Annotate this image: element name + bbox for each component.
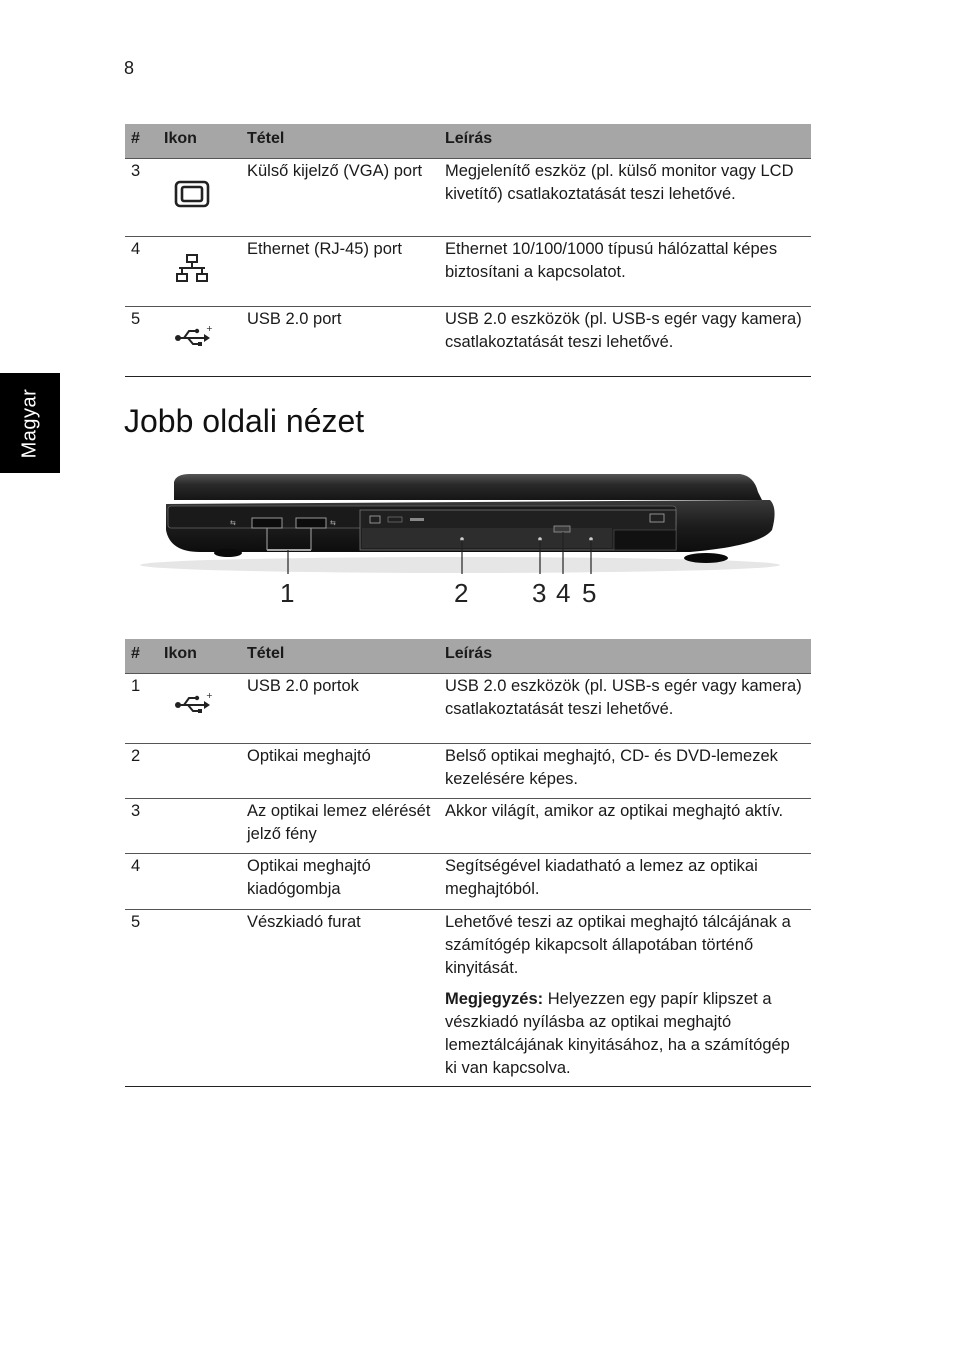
laptop-right-side-illustration	[130, 470, 790, 580]
header-num: #	[125, 124, 158, 159]
row-num: 3	[125, 159, 158, 237]
row-item: Ethernet (RJ-45) port	[241, 237, 439, 307]
header-desc: Leírás	[439, 124, 811, 159]
ports-table-right-side	[125, 639, 811, 1087]
row-num: 5	[125, 910, 158, 1087]
callout-3: 3	[532, 578, 547, 608]
row-item: Vészkiadó furat	[241, 910, 439, 1087]
row-num: 4	[125, 237, 158, 307]
row-desc: Akkor világít, amikor az optikai meghajtó aktív.	[439, 799, 811, 854]
callout-5: 5	[582, 578, 597, 608]
note-label: Megjegyzés:	[445, 990, 544, 1008]
row-num: 1	[125, 674, 158, 744]
row-num: 5	[125, 307, 158, 377]
table-row	[125, 854, 811, 910]
row-item: Optikai meghajtó kiadógombja	[241, 854, 439, 910]
header-item: Tétel	[241, 639, 439, 674]
header-icon: Ikon	[158, 639, 241, 674]
row-num: 2	[125, 744, 158, 799]
row-desc: Segítségével kiadatható a lemez az optikai meghajtóból.	[439, 854, 811, 910]
ethernet-icon	[174, 254, 210, 284]
section-title: Jobb oldali nézet	[124, 403, 365, 439]
row-item: Külső kijelző (VGA) port	[241, 159, 439, 237]
table-row	[125, 307, 811, 377]
note-text: Helyezzen egy papír klipszet a vészkiadó nyílásba az optikai meghajtó lemeztálcájának kinyitásához, ha a számítógép ki van kapcsolva.	[445, 990, 790, 1077]
table-header-row	[125, 639, 811, 674]
svg-text:+: +	[206, 691, 213, 700]
vga-port-icon	[174, 180, 210, 208]
note	[445, 988, 805, 1080]
ports-table-left-side	[125, 124, 811, 377]
svg-text:⇆: ⇆	[230, 519, 236, 527]
svg-text:+: +	[206, 324, 213, 333]
row-desc: USB 2.0 eszközök (pl. USB-s egér vagy kamera) csatlakoztatását teszi lehetővé.	[439, 307, 811, 377]
table-row	[125, 237, 811, 307]
row-desc: Belső optikai meghajtó, CD- és DVD-lemezek kezelésére képes.	[439, 744, 811, 799]
row-desc: Ethernet 10/100/1000 típusú hálózattal képes biztosítani a kapcsolatot.	[439, 237, 811, 307]
row-num: 3	[125, 799, 158, 854]
usb-icon	[174, 325, 212, 347]
row-num: 4	[125, 854, 158, 910]
row-item: USB 2.0 portok	[241, 674, 439, 744]
row-item: Az optikai lemez elérését jelző fény	[241, 799, 439, 854]
row-desc-cell	[439, 910, 811, 1087]
side-tab-label: Magyar	[18, 388, 41, 458]
table-header-row	[125, 124, 811, 159]
row-desc: Megjelenítő eszköz (pl. külső monitor vagy LCD kivetítő) csatlakoztatását teszi lehetővé.	[439, 159, 811, 237]
table-row	[125, 744, 811, 799]
table-row	[125, 799, 811, 854]
header-num: #	[125, 639, 158, 674]
row-desc: USB 2.0 eszközök (pl. USB-s egér vagy kamera) csatlakoztatását teszi lehetővé.	[439, 674, 811, 744]
usb-icon	[174, 692, 212, 714]
table-row	[125, 910, 811, 1087]
table-row	[125, 159, 811, 237]
header-icon: Ikon	[158, 124, 241, 159]
callout-4: 4	[556, 578, 571, 608]
svg-text:⇆: ⇆	[330, 519, 336, 527]
page-number: 8	[124, 58, 135, 78]
callout-1: 1	[280, 578, 295, 608]
table-row	[125, 674, 811, 744]
row-item: Optikai meghajtó	[241, 744, 439, 799]
callout-2: 2	[454, 578, 469, 608]
language-side-tab	[0, 373, 60, 473]
row-item: USB 2.0 port	[241, 307, 439, 377]
header-desc: Leírás	[439, 639, 811, 674]
row-desc: Lehetővé teszi az optikai meghajtó tálcájának a számítógép kikapcsolt állapotában történő kinyitását.	[445, 913, 791, 977]
header-item: Tétel	[241, 124, 439, 159]
